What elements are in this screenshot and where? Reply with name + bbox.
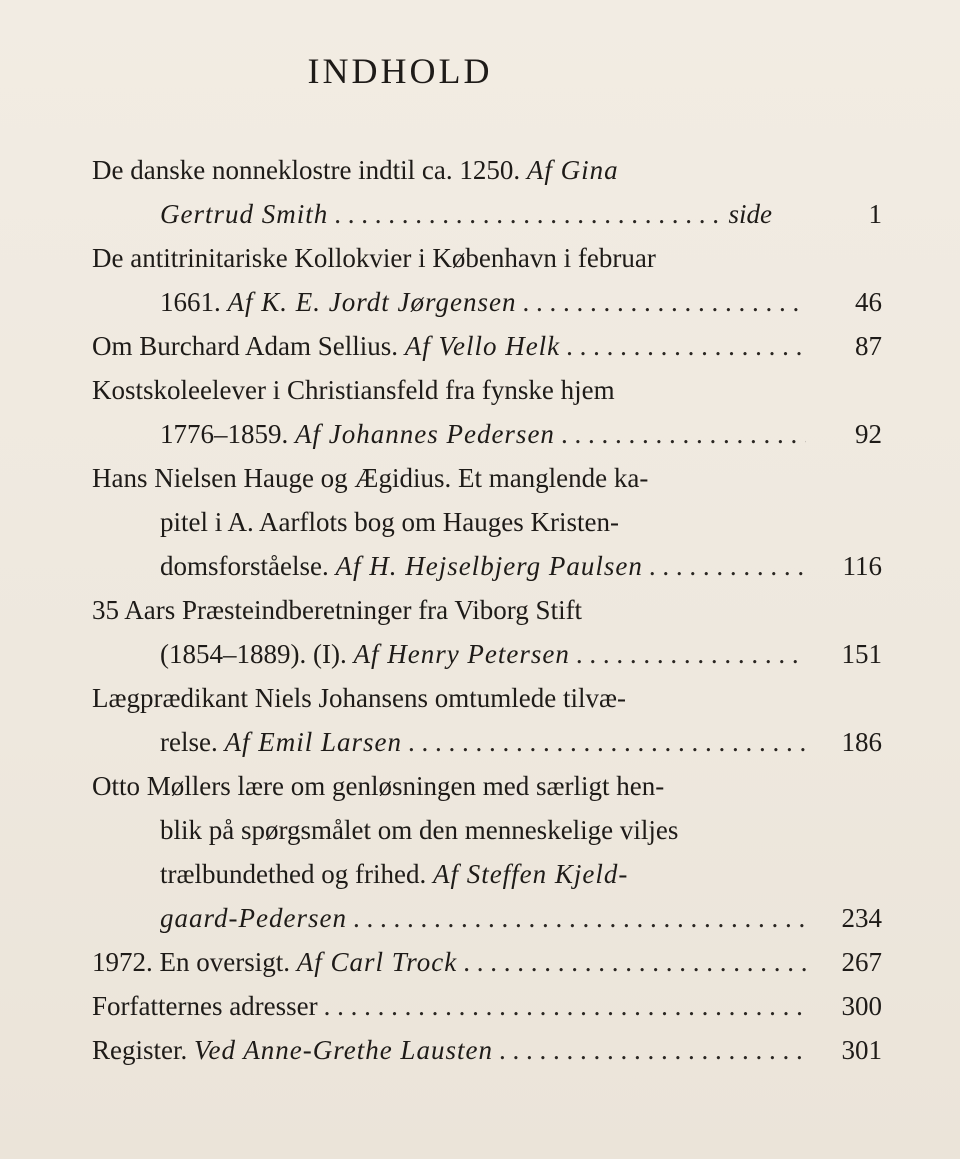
toc-line: [92, 280, 882, 324]
dot-leader: [499, 1028, 806, 1072]
toc-line: [92, 1028, 882, 1072]
toc-entry-author: Gertrud Smith: [160, 199, 329, 229]
toc-line: [92, 544, 882, 588]
toc-entry-title: Register.: [92, 1035, 194, 1065]
toc-entry-title: Lægprædikant Niels Johansens omtumlede tilvæ-: [92, 683, 626, 713]
toc-entry-title: domsforståelse.: [160, 551, 336, 581]
dot-leader: [408, 720, 806, 764]
toc-line: [92, 368, 882, 412]
toc-entry: [92, 676, 882, 764]
toc-entry: [92, 236, 882, 324]
dot-leader: [576, 632, 806, 676]
dot-leader: [649, 544, 806, 588]
toc-entry: [92, 456, 882, 588]
toc-line: [92, 984, 882, 1028]
toc-page-number: 87: [855, 331, 882, 361]
toc-entry-title: 1661.: [160, 287, 228, 317]
toc-entry-title: 35 Aars Præsteindberetninger fra Viborg Stift: [92, 595, 583, 625]
toc-entry-title: pitel i A. Aarflots bog om Hauges Kristen-: [160, 507, 619, 537]
toc-entry-title: Forfatternes adresser: [92, 991, 318, 1021]
toc-entry: [92, 148, 882, 236]
dot-leader: [463, 940, 806, 984]
toc-entry-author: Af Henry Petersen: [353, 639, 570, 669]
toc-line: [92, 236, 882, 280]
toc-entry-title: Kostskoleelever i Christiansfeld fra fynske hjem: [92, 375, 615, 405]
toc-line: [92, 148, 882, 192]
dot-leader: [324, 984, 806, 1028]
toc-line: [92, 500, 882, 544]
toc-page-number: 116: [842, 551, 882, 581]
toc-page-number: 1: [868, 199, 882, 229]
toc-line: [92, 764, 882, 808]
toc-entry-title: Om Burchard Adam Sellius.: [92, 331, 405, 361]
toc-entry: [92, 764, 882, 940]
toc-line: [92, 940, 882, 984]
toc-entry: [92, 324, 882, 368]
toc-entry-title: 1972. En oversigt.: [92, 947, 297, 977]
toc-entry: [92, 984, 882, 1028]
toc-line: [92, 588, 882, 632]
toc-entry-title: trælbundethed og frihed.: [160, 859, 433, 889]
toc-entry-author: Af Vello Helk: [404, 331, 561, 361]
toc-page-number: 267: [841, 947, 882, 977]
page-title: INDHOLD: [307, 51, 493, 91]
toc-entry-author: Af Johannes Pedersen: [295, 419, 555, 449]
toc-entry: [92, 1028, 882, 1072]
toc-entry-author: Af Emil Larsen: [224, 727, 402, 757]
toc-page-number: 151: [841, 639, 882, 669]
toc-entry-author: Af K. E. Jordt Jørgensen: [227, 287, 517, 317]
toc-page-number: 46: [855, 287, 882, 317]
toc-line: [92, 676, 882, 720]
toc-entry-title: 1776–1859.: [160, 419, 295, 449]
toc-entry: [92, 368, 882, 456]
dot-leader: [353, 896, 806, 940]
toc-entry-author: Af Steffen Kjeld-: [432, 859, 629, 889]
dot-leader: [566, 324, 806, 368]
toc-entry-title: (1854–1889). (I).: [160, 639, 354, 669]
toc-entry-title: Otto Møllers lære om genløsningen med særligt hen-: [92, 771, 665, 801]
toc-entry-author: Af Carl Trock: [296, 947, 458, 977]
side-label: side: [728, 199, 772, 229]
toc-entry: [92, 940, 882, 984]
table-of-contents: [92, 148, 882, 1072]
toc-line: [92, 852, 882, 896]
toc-entry-author: gaard-Pedersen: [160, 903, 347, 933]
toc-line: [92, 632, 882, 676]
toc-line: [92, 412, 882, 456]
dot-leader: [522, 280, 806, 324]
toc-line: [92, 720, 882, 764]
toc-page-number: 300: [841, 991, 882, 1021]
toc-page-number: 234: [841, 903, 882, 933]
toc-entry-title: relse.: [160, 727, 225, 757]
toc-page-number: 92: [855, 419, 882, 449]
toc-entry-title: Hans Nielsen Hauge og Ægidius. Et manglende ka-: [92, 463, 649, 493]
toc-line: [92, 324, 882, 368]
toc-line: [92, 192, 882, 236]
toc-page-number: 186: [841, 727, 882, 757]
dot-leader: [334, 192, 722, 236]
toc-line: [92, 808, 882, 852]
dot-leader: [561, 412, 806, 456]
toc-entry-title: blik på spørgsmålet om den menneskelige viljes: [160, 815, 679, 845]
toc-entry-title: De danske nonneklostre indtil ca. 1250.: [92, 155, 527, 185]
toc-page-number: 301: [841, 1035, 882, 1065]
toc-entry: [92, 588, 882, 676]
toc-line: [92, 456, 882, 500]
toc-entry-author: Ved Anne-Grethe Lausten: [194, 1035, 493, 1065]
toc-entry-author: Af Gina: [526, 155, 619, 185]
toc-entry-author: Af H. Hejselbjerg Paulsen: [335, 551, 643, 581]
toc-entry-title: De antitrinitariske Kollokvier i København i februar: [92, 243, 656, 273]
toc-line: [92, 896, 882, 940]
